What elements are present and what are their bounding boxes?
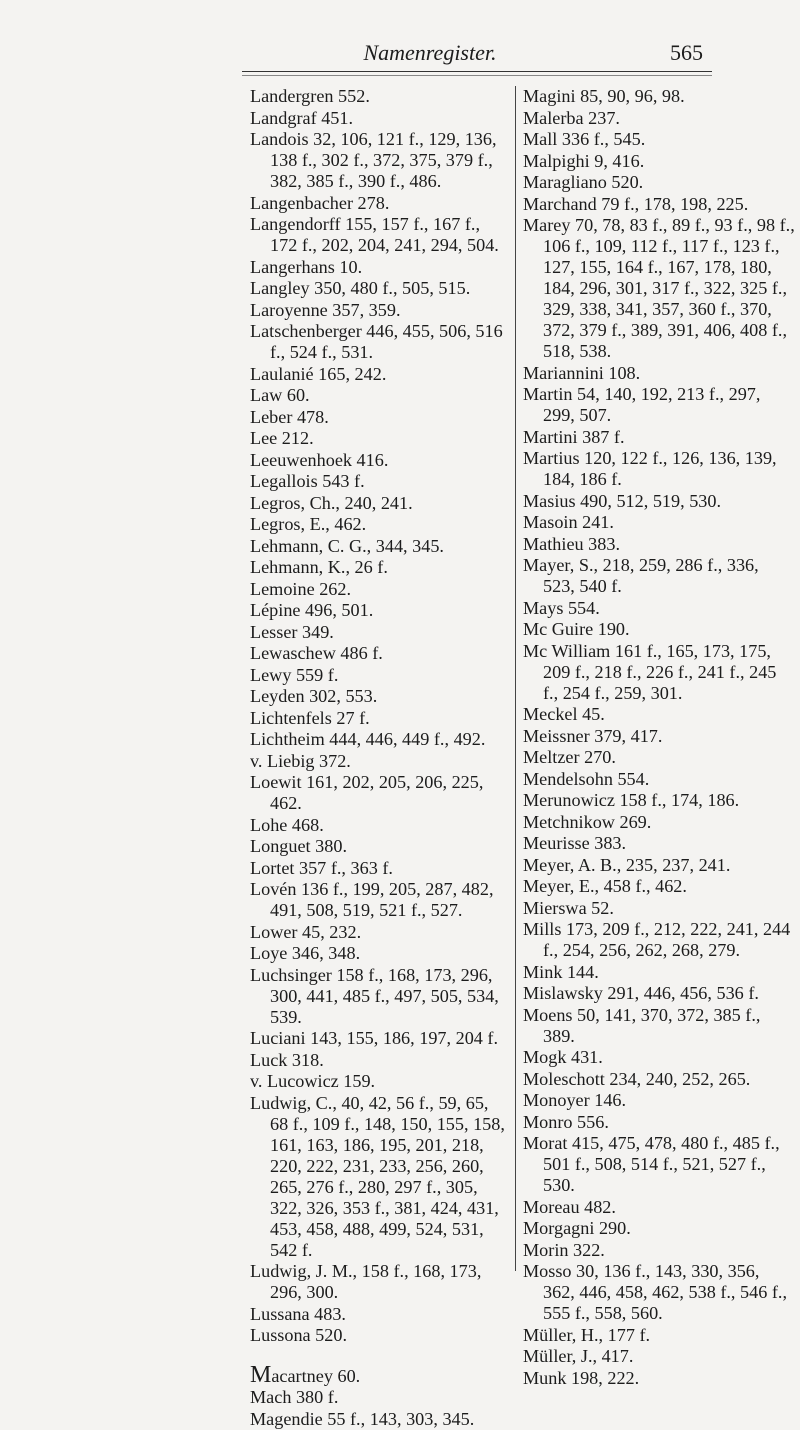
index-entry: Landois 32, 106, 121 f., 129, 136, 138 f., 302 f., 372, 375, 379 f., 382, 385 f., 390 f., 486.: [250, 129, 497, 191]
index-entry: Legros, Ch., 240, 241.: [250, 492, 413, 513]
index-entry: Monoyer 146.: [523, 1090, 627, 1110]
index-entry: Martin 54, 140, 192, 213 f., 297, 299, 507.: [523, 384, 761, 425]
index-entry: Moreau 482.: [523, 1196, 616, 1217]
index-entry: Leeuwenhoek 416.: [250, 449, 389, 470]
index-entry: Mayer, S., 218, 259, 286 f., 336, 523, 540 f.: [523, 555, 759, 596]
index-entry: Mathieu 383.: [523, 533, 620, 554]
index-entry: Lohe 468.: [250, 814, 324, 835]
index-entry: Lewy 559 f.: [250, 664, 339, 685]
index-entry: Laroyenne 357, 359.: [250, 299, 401, 320]
column-divider: [515, 86, 516, 1271]
index-entry: Meyer, E., 458 f., 462.: [523, 876, 687, 896]
index-column-right: [523, 86, 795, 1389]
index-entry: Morgagni 290.: [523, 1218, 631, 1238]
index-entry: Magini 85, 90, 96, 98.: [523, 86, 685, 106]
index-entry: Luck 318.: [250, 1049, 324, 1070]
index-entry: Mall 336 f., 545.: [523, 129, 646, 149]
index-entry: Mendelsohn 554.: [523, 768, 650, 789]
index-entry: Leber 478.: [250, 406, 329, 427]
index-entry: Mays 554.: [523, 597, 600, 618]
index-column-left: [250, 86, 508, 1430]
index-entry: Mierswa 52.: [523, 897, 614, 918]
header-rule-thin: [242, 75, 712, 76]
index-entry: Müller, H., 177 f.: [523, 1324, 651, 1345]
index-entry: Mach 380 f.: [250, 1387, 339, 1407]
index-entry: Masoin 241.: [523, 512, 614, 532]
index-entry: Masius 490, 512, 519, 530.: [523, 490, 722, 511]
index-entry: Langenbacher 278.: [250, 192, 390, 213]
index-entry: Lemoine 262.: [250, 578, 352, 599]
index-entry: Martini 387 f.: [523, 426, 625, 447]
index-entry: Lortet 357 f., 363 f.: [250, 857, 393, 878]
index-entry: Merunowicz 158 f., 174, 186.: [523, 790, 740, 810]
index-entry: Magendie 55 f., 143, 303, 345.: [250, 1408, 475, 1429]
index-entry: Ludwig, J. M., 158 f., 168, 173, 296, 300.: [250, 1261, 482, 1302]
index-entry: Marchand 79 f., 178, 198, 225.: [523, 193, 749, 214]
index-entry: Meckel 45.: [523, 704, 605, 724]
index-entry: Mosso 30, 136 f., 143, 330, 356, 362, 446, 458, 462, 538 f., 546 f., 555 f., 558, 560.: [523, 1261, 788, 1323]
index-entry: Lussana 483.: [250, 1303, 346, 1324]
index-entry: Meurisse 383.: [523, 833, 627, 853]
index-entry: Langley 350, 480 f., 505, 515.: [250, 278, 471, 298]
index-entry: Longuet 380.: [250, 836, 347, 856]
index-entry: Luciani 143, 155, 186, 197, 204 f.: [250, 1028, 499, 1048]
index-entry: Lovén 136 f., 199, 205, 287, 482, 491, 508, 519, 521 f., 527.: [250, 879, 494, 920]
index-entry: Loewit 161, 202, 205, 206, 225, 462.: [250, 772, 484, 813]
index-entry: Lower 45, 232.: [250, 921, 362, 942]
index-entry: Langerhans 10.: [250, 256, 363, 277]
index-entry: Moleschott 234, 240, 252, 265.: [523, 1068, 751, 1089]
index-entry: Mariannini 108.: [523, 362, 641, 383]
index-entry: Lépine 496, 501.: [250, 600, 374, 620]
running-header-title: Namenregister.: [363, 40, 497, 65]
index-entry: Lussona 520.: [250, 1325, 347, 1345]
index-entry: Moens 50, 141, 370, 372, 385 f., 389.: [523, 1004, 761, 1046]
index-entry: Law 60.: [250, 385, 310, 405]
page-number: 565: [670, 40, 703, 65]
index-entry: Lehmann, K., 26 f.: [250, 557, 388, 577]
index-entry: Martius 120, 122 f., 126, 136, 139, 184, 186 f.: [523, 448, 777, 489]
index-entry: Legros, E., 462.: [250, 514, 367, 534]
index-entry: Malerba 237.: [523, 107, 620, 128]
index-entry: Leyden 302, 553.: [250, 686, 378, 706]
index-entry: Lehmann, C. G., 344, 345.: [250, 535, 444, 556]
index-entry: Müller, J., 417.: [523, 1346, 634, 1366]
index-entry: Mink 144.: [523, 961, 599, 982]
index-entry: Meissner 379, 417.: [523, 725, 663, 746]
index-entry: Luchsinger 158 f., 168, 173, 296, 300, 441, 485 f., 497, 505, 534, 539.: [250, 964, 499, 1027]
index-entry: Lee 212.: [250, 428, 314, 448]
header-rule: [242, 71, 712, 72]
index-entry: Loye 346, 348.: [250, 943, 361, 963]
index-entry: Macartney 60.: [250, 1361, 361, 1388]
index-entry: Meyer, A. B., 235, 237, 241.: [523, 854, 731, 875]
index-entry: Maragliano 520.: [523, 172, 644, 192]
index-entry: Morin 322.: [523, 1239, 605, 1260]
index-entry: Langendorff 155, 157 f., 167 f., 172 f., 202, 204, 241, 294, 504.: [250, 214, 499, 255]
index-entry: Latschenberger 446, 455, 506, 516 f., 524 f., 531.: [250, 321, 503, 362]
index-entry: Mogk 431.: [523, 1047, 603, 1067]
index-entry: Marey 70, 78, 83 f., 89 f., 93 f., 98 f., 106 f., 109, 112 f., 117 f., 123 f., 127, 155, 164 f., 167, 178, 180, 184, 296, 301, 317 f., 322, 325 f., 329, 338, 341, 357, 360 f., 370, 372, 379 f., 389, 391, 406, 408 f., 518, 538.: [523, 215, 795, 361]
section-gap: [250, 1347, 508, 1365]
index-entry: Morat 415, 475, 478, 480 f., 485 f., 501 f., 508, 514 f., 521, 527 f., 530.: [523, 1133, 780, 1195]
index-entry: Meltzer 270.: [523, 747, 616, 767]
index-entry: Mills 173, 209 f., 212, 222, 241, 244 f., 254, 256, 262, 268, 279.: [523, 919, 791, 960]
index-entry: v. Liebig 372.: [250, 750, 351, 771]
index-entry: Mc Guire 190.: [523, 619, 630, 639]
index-entry: Mc William 161 f., 165, 173, 175, 209 f., 218 f., 226 f., 241 f., 245 f., 254 f., 259, 301.: [523, 640, 777, 703]
index-entry: Lichtheim 444, 446, 449 f., 492.: [250, 729, 486, 749]
index-entry: Malpighi 9, 416.: [523, 150, 645, 171]
index-entry: Landergren 552.: [250, 86, 370, 106]
index-entry: Legallois 543 f.: [250, 471, 365, 491]
index-entry: Lewaschew 486 f.: [250, 643, 383, 663]
index-entry: Lichtenfels 27 f.: [250, 707, 370, 728]
index-entry: Metchnikow 269.: [523, 811, 652, 832]
index-entry: Monro 556.: [523, 1111, 609, 1132]
index-entry: Ludwig, C., 40, 42, 56 f., 59, 65, 68 f., 109 f., 148, 150, 155, 158, 161, 163, 186, 195, 201, 218, 220, 222, 231, 233, 256, 260, 265, 276 f., 280, 297 f., 305, 322, 326, 353 f., 381, 424, 431, 453, 458, 488, 499, 524, 531, 542 f.: [250, 1092, 505, 1260]
index-entry: Laulanié 165, 242.: [250, 363, 387, 384]
index-entry: Mislawsky 291, 446, 456, 536 f.: [523, 983, 759, 1003]
index-entry: Munk 198, 222.: [523, 1367, 640, 1388]
index-entry: Lesser 349.: [250, 621, 334, 642]
index-entry: v. Lucowicz 159.: [250, 1071, 376, 1091]
index-entry: Landgraf 451.: [250, 107, 354, 128]
